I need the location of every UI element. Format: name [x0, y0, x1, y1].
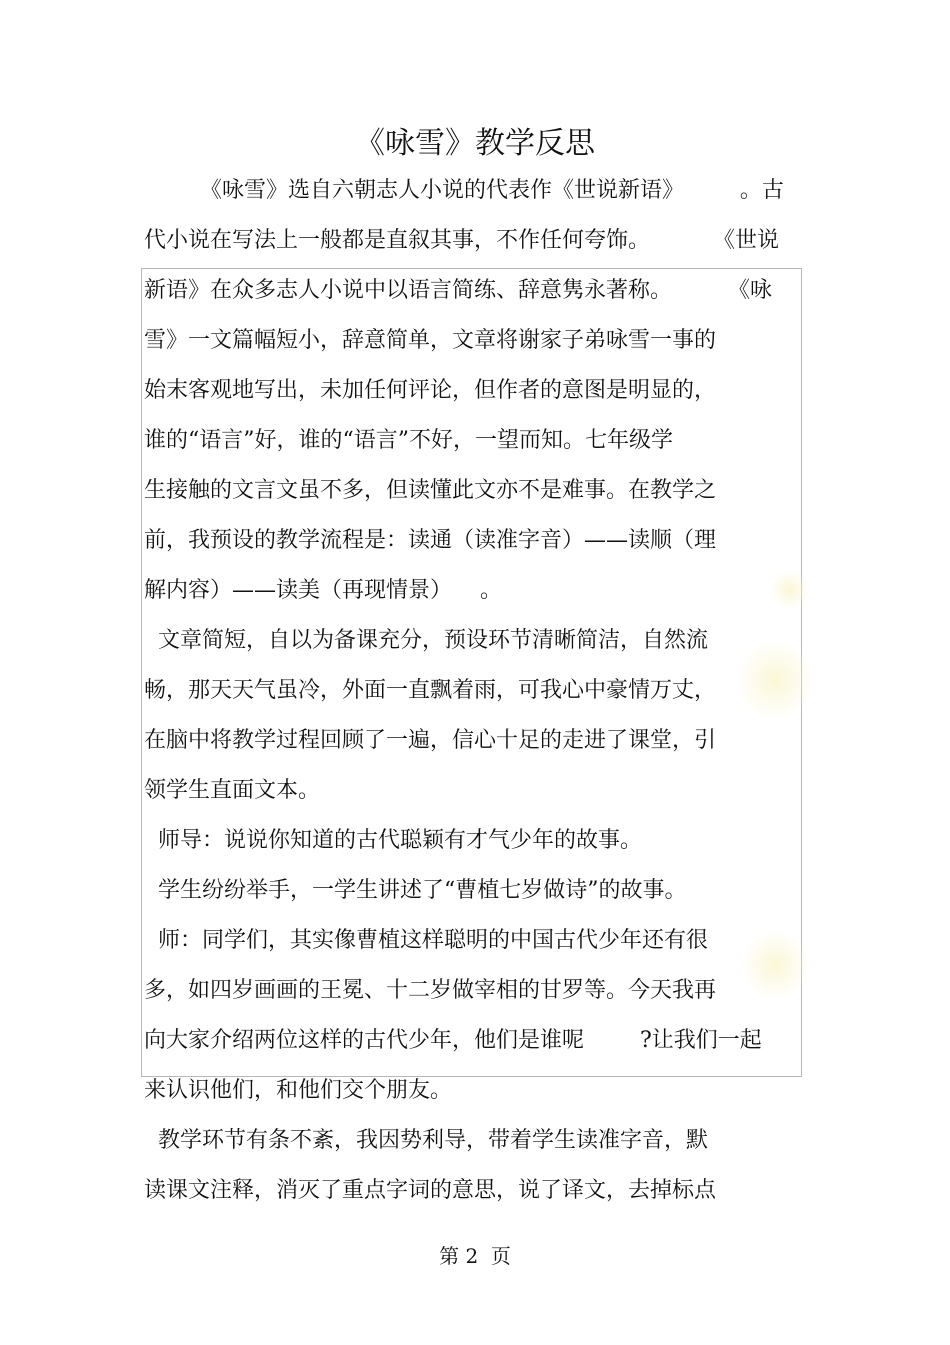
text-line: 谁的“语言”好，谁的“语言”不好，一望而知。七年级学	[144, 428, 673, 453]
text-line: 教学环节有条不紊，我因势利导，带着学生读准字音，默	[144, 1128, 708, 1153]
text-line: 新语》在众多志人小说中以语言简练、辞意隽永著称。 《咏	[144, 278, 772, 303]
text-line: 向大家介绍两位这样的古代少年，他们是谁呢 ?让我们一起	[144, 1028, 762, 1053]
background-glow	[740, 930, 810, 1000]
text-line: 生接触的文言文虽不多，但读懂此文亦不是难事。在教学之	[144, 478, 717, 503]
text-line: 畅，那天天气虽冷，外面一直飘着雨，可我心中豪情万丈，	[144, 678, 717, 703]
text-line: 在脑中将教学过程回顾了一遍，信心十足的走进了课堂，引	[144, 728, 717, 753]
text-line: 师：同学们，其实像曹植这样聪明的中国古代少年还有很	[144, 928, 708, 953]
text-line: 代小说在写法上一般都是直叙其事，不作任何夸饰。 《世说	[144, 228, 779, 253]
text-line: 师导：说说你知道的古代聪颖有才气少年的故事。	[144, 828, 642, 853]
text-line: 始末客观地写出，未加任何评论，但作者的意图是明显的，	[144, 378, 717, 403]
text-line: 《咏雪》选自六朝志人小说的代表作《世说新语》 。古	[144, 178, 784, 203]
text-line: 前，我预设的教学流程是：读通（读准字音）——读顺（理	[144, 528, 717, 553]
text-line: 读课文注释，消灭了重点字词的意思，说了译文，去掉标点	[144, 1178, 717, 1203]
page-number: 第 2 页	[439, 1244, 511, 1268]
text-line: 文章简短，自以为备课充分，预设环节清晰简洁，自然流	[144, 628, 708, 653]
text-line: 学生纷纷举手，一学生讲述了“曹植七岁做诗”的故事。	[144, 878, 687, 903]
text-line: 雪》一文篇幅短小，辞意简单，文章将谢家子弟咏雪一事的	[144, 328, 717, 353]
text-line: 领学生直面文本。	[144, 778, 321, 803]
background-glow	[735, 640, 815, 720]
text-line: 多，如四岁画画的王冕、十二岁做宰相的甘罗等。今天我再	[144, 978, 717, 1003]
text-line: 解内容）——读美（再现情景） 。	[144, 578, 502, 603]
text-line: 来认识他们，和他们交个朋友。	[144, 1078, 453, 1103]
page-title: 《咏雪》教学反思	[355, 126, 595, 161]
background-glow	[770, 570, 810, 610]
